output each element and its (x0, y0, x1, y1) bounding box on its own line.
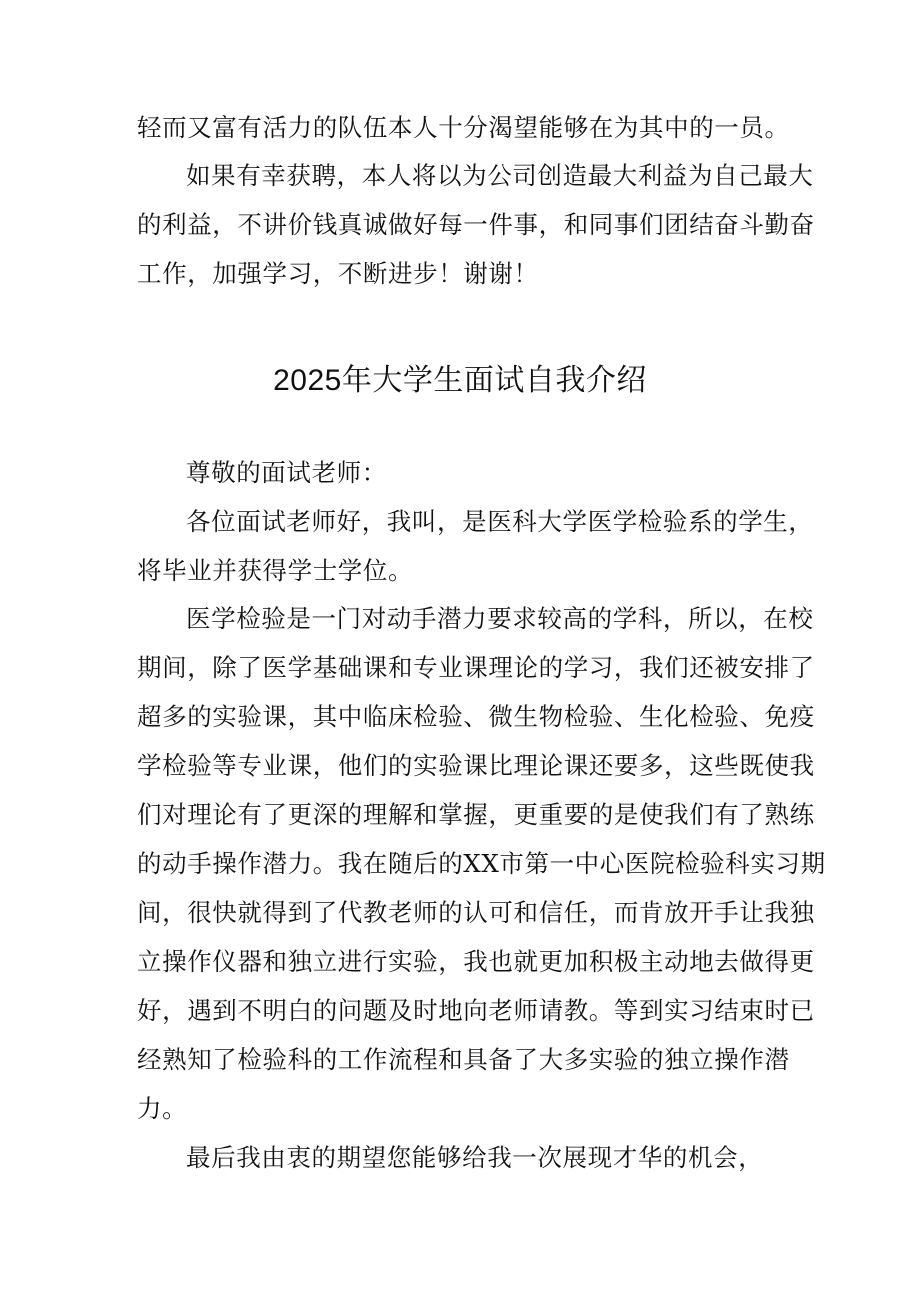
paragraph-line: 力。 (137, 1094, 188, 1123)
paragraph-line: 的利益，不讲价钱真诚做好每一件事，和同事们团结奋斗勤奋 (137, 210, 815, 239)
paragraph-line: 间，很快就得到了代教老师的认可和信任，而肯放开手让我独 (137, 898, 815, 927)
paragraph-line: 经熟知了检验科的工作流程和具备了大多实验的独立操作潜 (137, 1045, 790, 1074)
paragraph-line: 好，遇到不明白的问题及时地向老师请教。等到实习结束时已 (137, 996, 815, 1025)
paragraph-line: 期间，除了医学基础课和专业课理论的学习，我们还被安排了 (137, 653, 815, 682)
paragraph-line: 轻而又富有活力的队伍本人十分渴望能够在为其中的一员。 (137, 113, 790, 142)
document-title: 2025年大学生面试自我介绍 (273, 364, 647, 397)
paragraph-line: 工作，加强学习，不断进步！谢谢！ (137, 259, 539, 288)
paragraph-line: 将毕业并获得学士学位。 (137, 556, 414, 585)
paragraph-line: 立操作仪器和独立进行实验，我也就更加积极主动地去做得更 (137, 947, 815, 976)
salutation: 尊敬的面试老师： (186, 458, 387, 487)
paragraph-line: 最后我由衷的期望您能够给我一次展现才华的机会， (186, 1143, 764, 1172)
paragraph-line: 们对理论有了更深的理解和掌握，更重要的是使我们有了熟练 (137, 800, 815, 829)
paragraph-line: 如果有幸获聘，本人将以为公司创造最大利益为自己最大 (186, 161, 814, 190)
paragraph-line: 医学检验是一门对动手潜力要求较高的学科，所以，在校 (186, 604, 814, 633)
paragraph-line: 各位面试老师好，我叫，是医科大学医学检验系的学生， (186, 507, 814, 536)
paragraph-line: 学检验等专业课，他们的实验课比理论课还要多，这些既使我 (137, 751, 815, 780)
paragraph-line: 的动手操作潜力。我在随后的XX市第一中心医院检验科实习期 (137, 849, 826, 878)
paragraph-line: 超多的实验课，其中临床检验、微生物检验、生化检验、免疫 (137, 702, 815, 731)
